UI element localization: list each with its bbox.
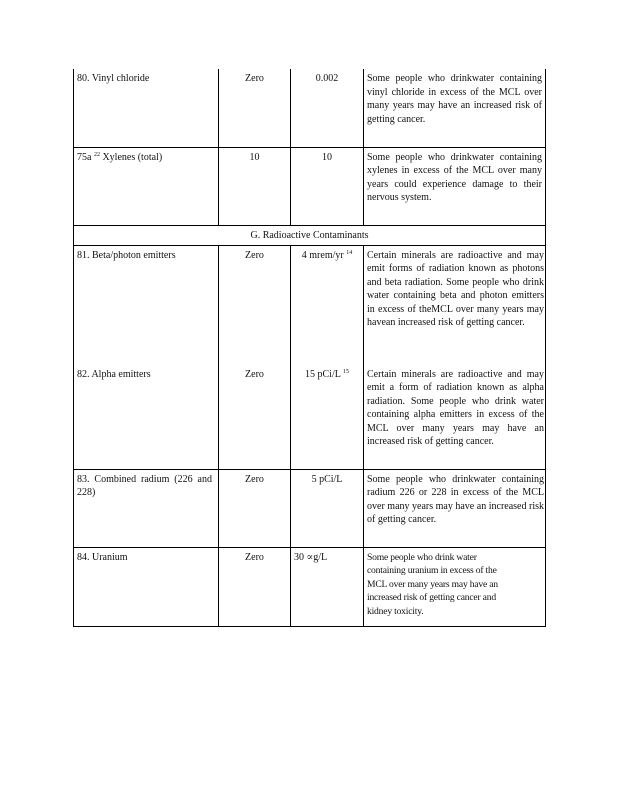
table-row-combined-radium [74,469,546,547]
health-effect-text: Some people who drinkwater containing xylenes in excess of the MCL over many years could experience damage to their nervous system. [364,147,546,225]
footnote-marker: 14 [346,249,353,256]
contaminant-name [74,147,219,225]
contaminant-name: 84. Uranium [74,547,219,626]
mclg-value: 10 [219,147,291,225]
section-header-row [74,225,546,245]
mcl-value: 4 mrem/yr [301,249,344,261]
contaminant-name: 83. Combined radium (226 and 228) [74,469,219,547]
health-effect-cell [364,245,546,469]
contaminant-name: 82. Alpha emitters [77,368,151,380]
health-effect-text: Certain minerals are radioactive and may emit forms of radiation known as photons and beta radiation. Some people who drink water containing beta and photon emitters in excess of theMCL over many years may havean increased risk of getting cancer. [367,249,544,329]
footnote-marker: 22 [93,151,100,158]
health-effect-text: Some people who drink water containing uranium in excess of the MCL over many years may have an increased risk of getting cancer and kidney toxicity. [364,547,546,626]
mclg-value: Zero [219,469,291,547]
mclg-value: Zero [219,547,291,626]
mcl-value: 10 [291,147,364,225]
mcl-value: 0.002 [291,69,364,147]
footnote-marker: 15 [342,368,349,375]
table-row-beta-alpha [74,245,546,469]
mclg-value: Zero [219,69,291,147]
mcl-value: 30 ∝g/L [291,547,364,626]
mclg-cell [219,245,291,469]
health-effect-text: Some people who drinkwater containing vinyl chloride in excess of the MCL over many years may have an increased risk of getting cancer. [364,69,546,147]
mcl-value: 5 pCi/L [291,469,364,547]
table-row-vinyl-chloride [74,69,546,147]
health-effect-text: Some people who drinkwater containing radium 226 or 228 in excess of the MCL over many years may have an increased risk of getting cancer. [364,469,546,547]
mclg-value: Zero [245,249,264,261]
contaminant-name-cell [74,245,219,469]
contaminant-number: 75a [77,151,92,163]
section-title: G. Radioactive Contaminants [74,225,546,245]
table-row-xylenes [74,147,546,225]
mcl-value: 15 pCi/L [305,368,341,380]
contaminant-name: 81. Beta/photon emitters [77,249,176,261]
contaminant-name: 80. Vinyl chloride [74,69,219,147]
table-row-uranium [74,547,546,626]
contaminant-label: Xylenes (total) [102,151,163,163]
mcl-cell [291,245,364,469]
contaminant-table [73,69,546,627]
health-effect-text: Certain minerals are radioactive and may emit a form of radiation known as alpha radiation. Some people who drink water containing alpha emitters in excess of the MCL over many years may have an increased risk of getting cancer. [367,368,544,448]
mclg-value: Zero [245,368,264,380]
